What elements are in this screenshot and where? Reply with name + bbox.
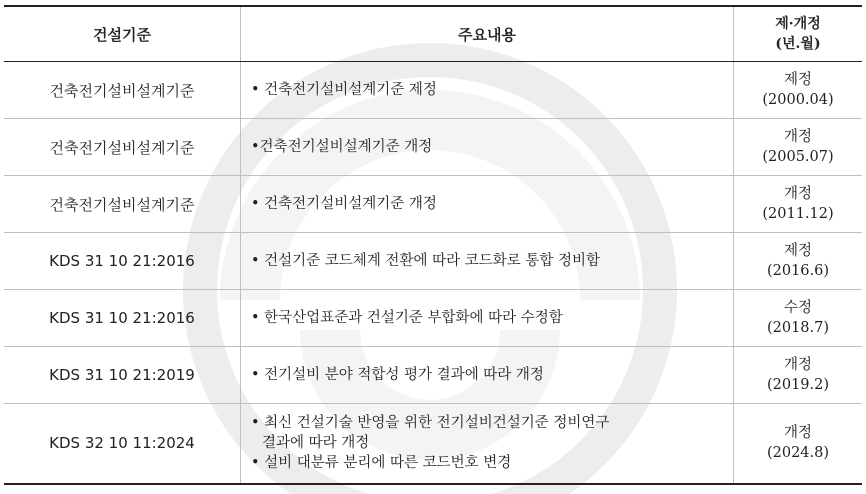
revision-type: 수정	[783, 300, 812, 316]
standard-cell: KDS 32 10 11:2024	[4, 404, 241, 484]
content-line: •건축전기설비설계기준 개정	[251, 139, 433, 155]
content-line: • 건축전기설비설계기준 개정	[251, 196, 437, 212]
content-cell	[241, 62, 734, 119]
revision-cell	[734, 404, 863, 484]
revision-type: 개정	[783, 129, 812, 145]
header-standard: 건설기준	[4, 6, 241, 62]
revision-date: (2018.7)	[766, 320, 830, 336]
header-revision-line2: (년.월)	[775, 36, 821, 52]
standard-cell: 건축전기설비설계기준	[4, 62, 241, 119]
revision-cell	[734, 62, 863, 119]
table-row	[4, 119, 862, 176]
revision-date: (2019.2)	[766, 377, 830, 393]
standard-cell: KDS 31 10 21:2016	[4, 233, 241, 290]
content-line: • 설비 대분류 분리에 따른 코드번호 변경	[251, 455, 512, 472]
revision-type: 개정	[783, 357, 812, 373]
table-row	[4, 62, 862, 119]
revision-cell	[734, 290, 863, 347]
revision-date: (2000.04)	[762, 92, 834, 108]
standard-cell: KDS 31 10 21:2016	[4, 290, 241, 347]
revision-history-table	[4, 5, 862, 485]
table-row	[4, 233, 862, 290]
table-row	[4, 290, 862, 347]
standard-cell: KDS 31 10 21:2019	[4, 347, 241, 404]
revision-date: (2011.12)	[762, 206, 834, 222]
revision-date: (2005.07)	[762, 149, 834, 165]
table-row	[4, 176, 862, 233]
content-cell	[241, 176, 734, 233]
content-line: • 한국산업표준과 건설기준 부합화에 따라 수정함	[251, 310, 563, 326]
content-line: • 최신 건설기술 반영을 위한 전기설비건설기준 정비연구	[251, 415, 610, 432]
header-revision-line1: 제·개정	[775, 16, 821, 32]
revision-cell	[734, 176, 863, 233]
revision-type: 제정	[783, 72, 812, 88]
header-content: 주요내용	[241, 6, 734, 62]
revision-type: 개정	[783, 186, 812, 202]
table-row	[4, 404, 862, 484]
standard-cell: 건축전기설비설계기준	[4, 176, 241, 233]
standard-cell: 건축전기설비설계기준	[4, 119, 241, 176]
table-row	[4, 347, 862, 404]
table-header-row	[4, 6, 862, 62]
revision-type: 제정	[783, 243, 812, 259]
revision-cell	[734, 347, 863, 404]
content-line: • 건설기준 코드체계 전환에 따라 코드화로 통합 정비함	[251, 253, 600, 269]
revision-type: 개정	[783, 425, 812, 442]
revision-cell	[734, 119, 863, 176]
content-line: • 건축전기설비설계기준 제정	[251, 82, 437, 98]
content-line: 결과에 따라 개정	[262, 435, 370, 452]
content-cell	[241, 119, 734, 176]
content-cell	[241, 404, 734, 484]
revision-date: (2024.8)	[766, 445, 830, 462]
content-cell	[241, 347, 734, 404]
revision-date: (2016.6)	[766, 263, 830, 279]
content-cell	[241, 233, 734, 290]
header-revision	[734, 6, 863, 62]
content-line: • 전기설비 분야 적합성 평가 결과에 따라 개정	[251, 367, 544, 383]
revision-cell	[734, 233, 863, 290]
content-cell	[241, 290, 734, 347]
